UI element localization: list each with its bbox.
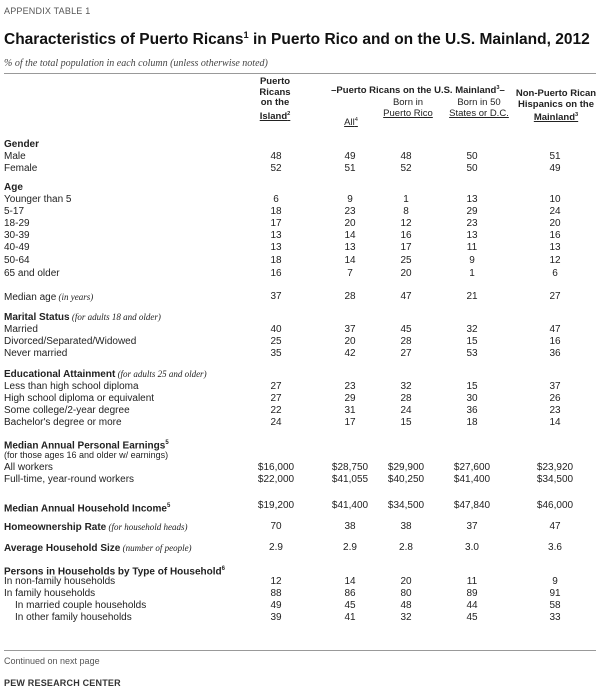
cell-value: 47 [549,324,561,335]
cell-value: $40,250 [387,474,425,485]
cell-value: $27,600 [453,462,491,473]
title-text-start: Characteristics of Puerto Ricans [4,31,244,49]
cell-value: 88 [270,588,282,599]
cell-value: 14 [344,576,356,587]
row-label-text: (for those ages 16 and older w/ earnings) [4,450,169,460]
island-header-word: Island [259,110,288,122]
table-row [4,474,600,486]
row-label-text: Some college/2-year degree [4,405,130,416]
row-label [4,462,53,474]
cell-value: 50 [466,151,478,162]
column-header-island [249,77,301,122]
cell-value: 18 [270,206,282,217]
cell-value: 18 [466,417,478,428]
table-row [4,163,600,175]
row-label [4,255,30,267]
cell-value: 45 [400,324,412,335]
cell-value: 45 [466,612,478,623]
non-pr-footnote-mark: 3 [575,112,579,118]
table-row [4,588,600,600]
cell-value: $41,400 [453,474,491,485]
cell-value: $28,750 [331,462,369,473]
non-pr-header-line-2: Hispanics on the [517,98,594,110]
row-label [4,242,30,254]
cell-value: $41,055 [331,474,369,485]
cell-value: $23,920 [536,462,574,473]
cell-value: 18 [270,255,282,266]
cell-value: 12 [549,255,561,266]
non-pr-header-line-3 [512,110,600,124]
row-label-text: Average Household Size [4,543,121,554]
cell-value: 27 [270,381,282,392]
row-label [4,311,161,324]
cell-value: 2.8 [399,542,413,553]
cell-value: 38 [400,521,412,532]
cell-value: 1 [403,194,409,205]
group-header-tail: – [499,85,505,97]
cell-value: 16 [549,336,561,347]
row-label [4,268,60,280]
row-label-text: Less than high school diploma [4,381,139,392]
cell-value: 32 [400,381,412,392]
table-row [4,206,600,218]
cell-value: 11 [466,242,478,253]
row-label [4,194,71,206]
cell-value: 50 [466,163,478,174]
cell-value: 31 [344,405,356,416]
cell-value: 47 [549,521,561,532]
row-label [4,151,26,163]
row-label-text: In non-family households [4,576,116,587]
cell-value: 53 [466,348,478,359]
cell-value: 23 [549,405,561,416]
cell-value: 15 [400,417,412,428]
cell-value: 37 [344,324,356,335]
cell-value: 45 [344,600,356,611]
cell-value: 89 [466,588,478,599]
table-row [4,393,600,405]
cell-value: 1 [469,268,475,279]
row-label [4,218,30,230]
cell-value: 70 [270,521,282,532]
row-footnote-mark: 5 [166,503,171,509]
row-label-text: Educational Attainment [4,369,116,380]
table-row [4,381,600,393]
row-label-text: Male [4,151,26,162]
cell-value: 48 [400,151,412,162]
cell-value: 15 [466,336,478,347]
cell-value: 20 [344,336,356,347]
row-label-text: Median age [4,292,57,303]
cell-value: 13 [466,194,478,205]
row-label-text: All workers [4,462,53,473]
cell-value: 24 [270,417,282,428]
row-label-text: 30-39 [4,230,30,241]
table-row [4,218,600,230]
cell-value: 27 [400,348,412,359]
source-credit: PEW RESEARCH CENTER [4,678,121,688]
row-label-text: Younger than 5 [4,194,72,205]
cell-value: 24 [400,405,412,416]
row-label-note: (in years) [56,292,94,302]
group-header-text: –Puerto Ricans on the U.S. Mainland [331,85,497,97]
island-header-line-4 [249,109,301,123]
cell-value: 36 [466,405,478,416]
cell-value: 20 [400,268,412,279]
cell-value: $46,000 [536,500,574,511]
row-label-text: Full-time, year-round workers [4,474,135,485]
cell-value: 16 [400,230,412,241]
section-heading [4,139,600,151]
cell-value: $34,500 [536,474,574,485]
row-label-text: Bachelor's degree or more [4,417,122,428]
row-label-text: 50-64 [4,255,30,266]
cell-value: 49 [344,151,356,162]
cell-value: 32 [466,324,478,335]
section-heading [4,182,600,194]
table-row [4,151,600,163]
column-header-born-in-puerto-rico [377,98,439,119]
cell-value: $41,400 [331,500,369,511]
cell-value: 23 [344,206,356,217]
row-label-note: (for household heads) [106,522,188,532]
cell-value: 49 [270,600,282,611]
table-row [4,462,600,474]
table-row [4,521,600,533]
island-header-line-1: Puerto [259,76,291,87]
row-label-note: (for adults 18 and older) [69,312,161,322]
row-label-text: Persons in Households by Type of Household [4,566,222,578]
cell-value: 2.9 [269,542,283,553]
bottom-rule [4,650,596,651]
row-label [4,405,130,417]
cell-value: 49 [549,163,561,174]
group-footnote-mark: 3 [496,85,500,91]
row-label-text: Homeownership Rate [4,522,107,533]
cell-value: 13 [270,230,282,241]
cell-value: 2.9 [343,542,357,553]
row-footnote-mark: 6 [221,566,225,572]
cell-value: 14 [344,255,356,266]
cell-value: 27 [270,393,282,404]
row-label-text: 40-49 [4,242,30,253]
row-label-text: Female [4,163,38,174]
row-label [4,500,170,515]
cell-value: $29,900 [387,462,425,473]
row-label-text: Age [4,182,23,193]
cell-value: 80 [400,588,412,599]
row-label-text: 65 and older [4,268,60,279]
cell-value: 13 [270,242,282,253]
row-label [4,417,122,429]
row-label [4,139,39,151]
cell-value: 15 [466,381,478,392]
cell-value: 52 [270,163,282,174]
table-row [4,348,600,360]
cell-value: 10 [549,194,561,205]
cell-value: 3.6 [548,542,562,553]
row-label [4,206,24,218]
cell-value: 38 [344,521,356,532]
cell-value: 7 [347,268,353,279]
cell-value: 48 [400,600,412,611]
appendix-label: APPENDIX TABLE 1 [4,6,91,16]
born-pr-header-line-2: Puerto Rico [383,107,433,119]
cell-value: 21 [466,291,478,302]
all-footnote-mark: 4 [354,117,358,123]
table-row [4,255,600,267]
section-heading [4,311,600,323]
row-label-text: Married [4,324,38,335]
cell-value: 22 [270,405,282,416]
table-row [4,405,600,417]
cell-value: 17 [270,218,282,229]
section-heading [4,437,600,452]
cell-value: 42 [344,348,356,359]
row-label-text: Divorced/Separated/Widowed [4,336,137,347]
table-row [4,612,600,624]
cell-value: 32 [400,612,412,623]
cell-value: $47,840 [453,500,491,511]
cell-value: 23 [344,381,356,392]
continued-note: Continued on next page [4,656,100,666]
cell-value: 36 [549,348,561,359]
row-label-text: Never married [4,348,68,359]
cell-value: 8 [403,206,409,217]
cell-value: 13 [466,230,478,241]
table-row [4,600,600,612]
title-text-end: in Puerto Rico and on the U.S. Mainland, 2012 [248,31,590,49]
cell-value: 47 [400,291,412,302]
section-heading [4,368,600,380]
cell-value: 6 [552,268,558,279]
cell-value: 58 [549,600,561,611]
table-row [4,194,600,206]
cell-value: $34,500 [387,500,425,511]
table-row [4,230,600,242]
cell-value: 13 [344,242,356,253]
cell-value: 28 [400,393,412,404]
cell-value: 37 [466,521,478,532]
cell-value: 16 [270,268,282,279]
row-label [4,324,38,336]
cell-value: 52 [400,163,412,174]
row-label [15,600,146,612]
island-header-line-3: on the [260,97,290,108]
table-row [4,336,600,348]
row-label-text: Marital Status [4,312,70,323]
cell-value: 26 [549,393,561,404]
cell-value: 27 [549,291,561,302]
cell-value: 37 [270,291,282,302]
table-row [4,291,600,303]
cell-value: 12 [270,576,282,587]
cell-value: 14 [344,230,356,241]
table-row [4,500,600,515]
cell-value: 12 [400,218,412,229]
row-label [4,348,67,360]
cell-value: 25 [400,255,412,266]
born-50-header-line-1: Born in 50 [457,97,501,108]
table-row [4,324,600,336]
all-header-text: All [344,117,355,129]
born-pr-header-line-1: Born in [392,97,424,108]
section-heading [4,563,600,578]
page-subtitle: % of the total population in each column (unless otherwise noted) [4,58,268,69]
row-label-text: Median Annual Household Income [4,503,167,515]
cell-value: 37 [549,381,561,392]
cell-value: 17 [400,242,412,253]
row-label-text: High school diploma or equivalent [4,393,155,404]
row-label [4,474,134,486]
cell-value: 9 [347,194,353,205]
column-header-non-puerto-rican-hispanics [512,89,600,124]
row-label [4,393,154,405]
cell-value: 11 [466,576,478,587]
cell-value: $16,000 [257,462,295,473]
cell-value: 29 [466,206,478,217]
row-label [15,612,132,624]
row-label [4,182,23,194]
table-row [4,242,600,254]
cell-value: 14 [549,417,561,428]
row-label [4,230,30,242]
cell-value: 20 [400,576,412,587]
table-row [4,542,600,554]
row-label [4,336,136,348]
non-pr-header-line-1: Non-Puerto Rican [515,88,597,99]
cell-value: $19,200 [257,500,295,511]
page-title [4,30,590,49]
row-label [4,381,139,393]
cell-value: 9 [469,255,475,266]
cell-value: 40 [270,324,282,335]
cell-value: 51 [344,163,356,174]
table-row [4,449,600,461]
island-footnote-mark: 2 [287,110,291,117]
island-header-line-2: Ricans [259,86,291,98]
cell-value: 86 [344,588,356,599]
cell-value: 51 [549,151,561,162]
row-label-note: (number of people) [120,543,192,553]
row-label-note: (for adults 25 and older) [115,369,207,379]
row-label [4,163,37,175]
cell-value: 28 [400,336,412,347]
row-label [4,576,115,588]
table-row [4,417,600,429]
cell-value: 41 [344,612,356,623]
cell-value: 16 [549,230,561,241]
cell-value: 25 [270,336,282,347]
row-label-text: Gender [4,139,40,150]
cell-value: 20 [344,218,356,229]
table-row [4,576,600,588]
top-rule [4,73,596,74]
row-label-text: In other family households [15,612,132,623]
cell-value: 48 [270,151,282,162]
cell-value: 24 [549,206,561,217]
cell-value: 30 [466,393,478,404]
cell-value: 35 [270,348,282,359]
title-footnote-mark: 1 [243,30,249,40]
row-label [4,449,168,461]
cell-value: 20 [549,218,561,229]
row-label [4,521,188,534]
cell-value: $22,000 [257,474,295,485]
cell-value: 3.0 [465,542,479,553]
non-pr-header-word: Mainland [533,112,575,124]
row-label-text: In family households [4,588,96,599]
row-label [4,291,93,304]
cell-value: 28 [344,291,356,302]
row-label [4,542,192,555]
column-group-header-mainland [317,83,519,97]
cell-value: 13 [549,242,561,253]
row-label-text: 5-17 [4,206,25,217]
cell-value: 91 [549,588,561,599]
row-label [4,368,207,381]
cell-value: 23 [466,218,478,229]
row-label [4,588,95,600]
row-footnote-mark: 5 [165,440,169,446]
cell-value: 39 [270,612,282,623]
column-header-born-in-50-states [443,98,515,119]
column-header-all [331,115,371,129]
table-row [4,268,600,280]
cell-value: 44 [466,600,478,611]
row-label-text: In married couple households [15,600,147,611]
row-label-text: Median Annual Personal Earnings [4,440,166,452]
row-label-text: 18-29 [4,218,30,229]
cell-value: 17 [344,417,356,428]
cell-value: 29 [344,393,356,404]
cell-value: 33 [549,612,561,623]
born-50-header-line-2: States or D.C. [449,107,509,119]
cell-value: 9 [552,576,558,587]
cell-value: 6 [273,194,279,205]
